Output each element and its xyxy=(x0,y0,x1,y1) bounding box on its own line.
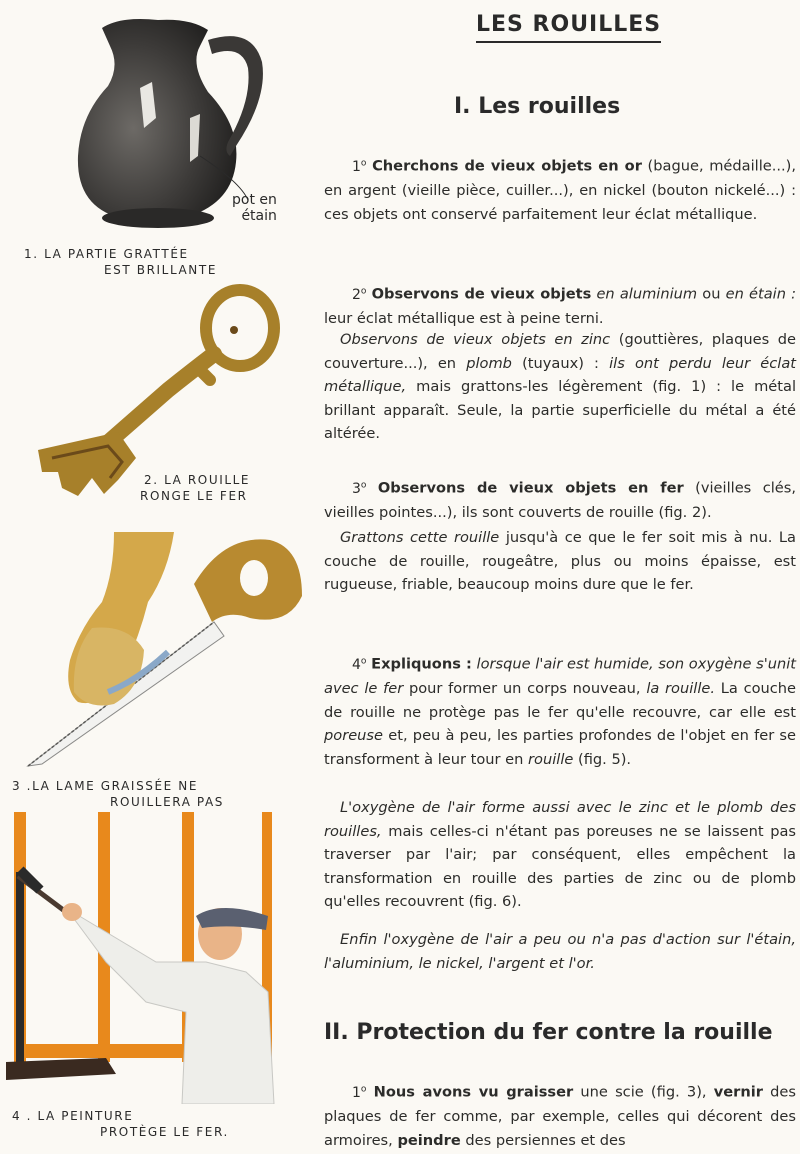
paragraph-number: 1$^o$ xyxy=(352,158,367,175)
body-text: mais celles-ci n'étant pas poreuses ne se laissent pas traverser par l'air; par conséquent, elles empêchent la transformation en rouille des parties de zinc ou de plomb qu'elles recouvrent (fig. 6). xyxy=(324,822,797,910)
section-1-paragraph-8 xyxy=(324,928,796,975)
body-text: (fig. 5). xyxy=(578,750,632,768)
figure-4-caption xyxy=(12,1108,229,1140)
body-text: (gouttières, plaques de couverture...), en xyxy=(324,331,797,372)
body-text: ou xyxy=(702,285,721,303)
figure-4-caption-line1: 4 . LA PEINTURE xyxy=(12,1109,134,1123)
section-1-paragraph-2 xyxy=(324,280,796,331)
greased-saw-illustration xyxy=(18,532,308,772)
body-text: leur éclat métallique est à peine terni. xyxy=(324,310,604,328)
pot-label xyxy=(232,192,277,224)
paragraph-number: 1$^o$ xyxy=(352,1084,367,1101)
lead-text: Nous avons vu graisser xyxy=(373,1083,574,1101)
emphasis-text: Grattons cette rouille xyxy=(340,529,500,546)
lead-text: peindre xyxy=(397,1131,461,1149)
paragraph-number: 4$^o$ xyxy=(352,656,367,673)
illustration-column xyxy=(0,0,310,1154)
figure-3-caption xyxy=(12,778,224,810)
body-text: une scie (fig. 3), xyxy=(580,1083,707,1101)
body-text: pour former un corps nouveau, xyxy=(408,680,641,698)
figure-4-caption-line2: PROTÈGE LE FER. xyxy=(100,1125,229,1139)
section-1-paragraph-3 xyxy=(324,328,796,446)
section-2-heading: II. Protection du fer contre la rouille xyxy=(324,1020,773,1045)
body-text: des plaques de fer comme, par exemple, celles qui décorent des armoires, xyxy=(324,1083,797,1149)
emphasis-text: Enfin l'oxygène de l'air a peu ou n'a pas d'action sur l'étain, l'aluminium, le nickel, l'argent et l'or. xyxy=(324,931,796,972)
body-text: (bague, médaille...), en argent (vieille pièce, cuiller...), en nickel (bouton nickelé...) : ces objets ont conservé parfaitement leur éclat métallique. xyxy=(324,157,797,223)
body-text: (vieilles clés, vieilles pointes...), ils sont couverts de rouille (fig. 2). xyxy=(324,479,796,522)
lead-text: Cherchons de vieux objets en or xyxy=(372,157,642,175)
section-1-paragraph-7 xyxy=(324,796,796,914)
lead-text: vernir xyxy=(713,1083,763,1101)
section-1-paragraph-1 xyxy=(324,152,796,226)
body-text: La couche de rouille ne protège pas le fer qu'elle recouvre, car elle est xyxy=(324,680,797,721)
figure-3-caption-line1: 3 .LA LAME GRAISSÉE NE xyxy=(12,779,199,793)
emphasis-text: en étain : xyxy=(725,285,797,303)
painter-illustration xyxy=(6,812,300,1104)
paragraph-number: 3$^o$ xyxy=(352,480,367,497)
emphasis-text: rouille xyxy=(528,750,574,768)
lead-text: Observons de vieux objets xyxy=(371,285,592,303)
emphasis-text: poreuse xyxy=(324,727,384,745)
pot-label-line1: pot en xyxy=(232,192,277,208)
figure-1-caption xyxy=(24,246,217,278)
emphasis-text: lorsque l'air est humide, son oxygène s'unit avec le fer xyxy=(324,655,797,698)
body-text: jusqu'à ce que le fer soit mis à nu. La couche de rouille, rougeâtre, plus ou moins épaisse, est rugueuse, friable, beaucoup moins dure que le fer. xyxy=(324,529,797,593)
emphasis-text: L'oxygène de l'air forme aussi avec le zinc et le plomb des rouilles, xyxy=(324,799,796,840)
emphasis-text: Observons de vieux objets en zinc xyxy=(340,331,611,348)
text-column xyxy=(318,0,796,1154)
emphasis-text: en aluminium xyxy=(596,285,698,303)
emphasis-text: la rouille. xyxy=(646,680,716,698)
figure-2-caption-line2: RONGE LE FER xyxy=(140,489,248,503)
body-text: (tuyaux) : xyxy=(522,354,599,372)
section-2-paragraph-1 xyxy=(324,1078,796,1152)
page-title: LES ROUILLES xyxy=(476,12,661,43)
figure-2-caption xyxy=(140,472,250,504)
body-text: des persiennes et des xyxy=(465,1131,626,1149)
paragraph-number: 2$^o$ xyxy=(352,286,367,303)
lead-text: Observons de vieux objets en fer xyxy=(377,479,684,497)
section-1-paragraph-6 xyxy=(324,650,796,771)
figure-1-caption-line1: 1. LA PARTIE GRATTÉE xyxy=(24,247,189,261)
section-1-heading: I. Les rouilles xyxy=(454,94,621,119)
figure-2-caption-line1: 2. LA ROUILLE xyxy=(144,473,251,487)
section-1-paragraph-5 xyxy=(324,526,796,597)
body-text: mais grattons-les légèrement (fig. 1) : le métal brillant apparaît. Seule, la partie superficielle du métal a été altérée. xyxy=(324,378,796,442)
figure-3-caption-line2: ROUILLERA PAS xyxy=(110,795,225,809)
body-text: et, peu à peu, les parties profondes de l'objet en fer se transforment à leur tour en xyxy=(324,727,797,768)
lead-text: Expliquons : xyxy=(371,655,472,673)
pot-label-line2: étain xyxy=(241,208,277,224)
emphasis-text: plomb xyxy=(466,354,512,372)
section-1-paragraph-4 xyxy=(324,474,796,525)
emphasis-text: ils ont perdu leur éclat métallique, xyxy=(324,354,797,395)
figure-1-caption-line2: EST BRILLANTE xyxy=(104,263,217,277)
